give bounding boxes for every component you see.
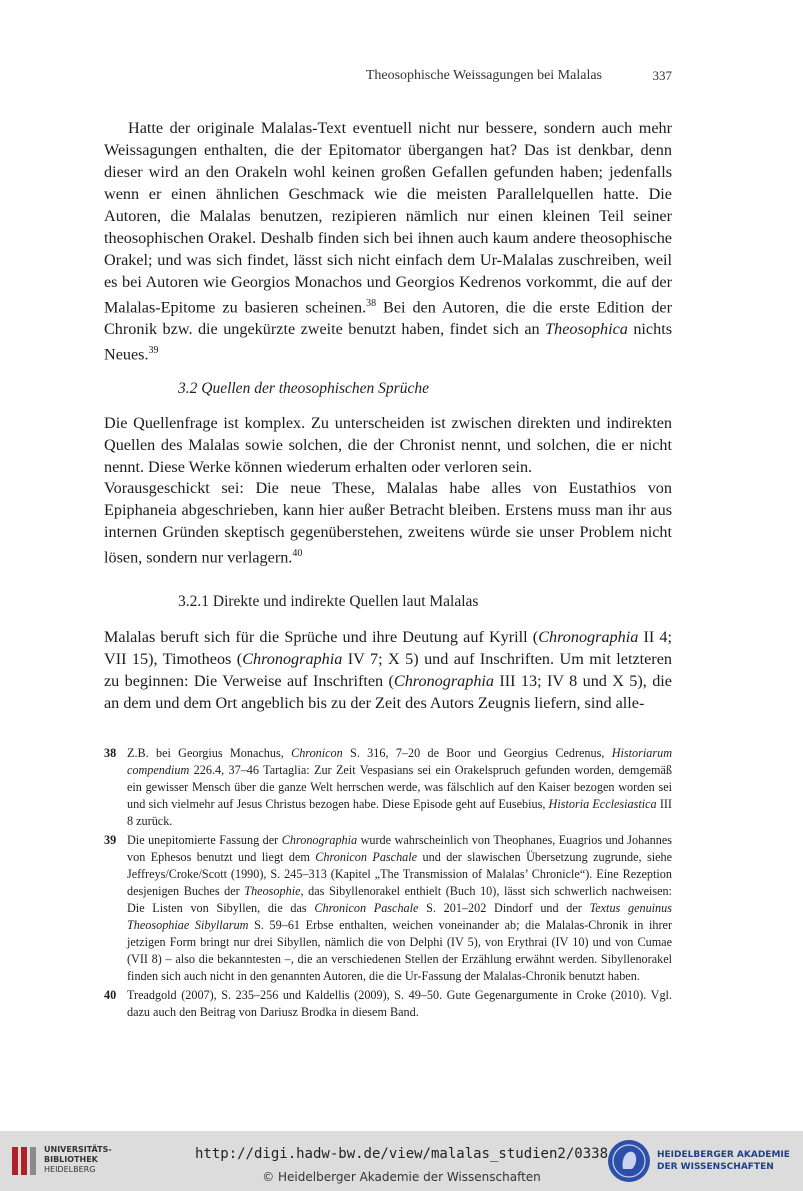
p3-text: Vorausgeschickt sei: Die neue These, Malalas habe alles von Eustathios von Epiphaneia abgeschrieben, kann hier außer Betracht bleiben. Erstens muss man ihr aus internen Gründen skeptisch gegenüberstehen, zweitens würde sie unser Problem nicht lösen, sondern nur verlagern. [104,479,672,567]
p4-text-c: IV 7; X 5) und auf Inschriften. Um mit letzteren zu beginnen: Die Verweise auf Inschriften ( [104,650,672,690]
library-name-2: BIBLIOTHEK [44,1155,98,1164]
p1-text-b: Bei den Autoren, die die erste Edition der Chronik bzw. die ungekürzte zweite benutzt haben, findet sich an [104,298,672,339]
footnotes [104,745,672,1023]
paragraph-sources: Die Quellenfrage ist komplex. Zu unterscheiden ist zwischen direkten und indirekten Quellen des Malalas sowie solchen, die der Chronist nennt, und solchen, die er nicht nennt. Diese Werke können wiederum erhalten oder verloren sein. [104,414,672,476]
footnote-39 [104,832,672,985]
fn39-italic-3: Theosophie [244,884,301,898]
running-header [104,68,672,90]
permalink-url[interactable]: http://digi.hadw-bw.de/view/malalas_studien2/0338 [194,1146,608,1162]
section-heading-3-2: 3.2 Quellen der theosophischen Sprüche [178,380,429,397]
footnote-number: 38 [104,746,117,760]
p4-text-b: II 4; VII 15), Timotheos ( [104,628,672,668]
fn38-italic-3: Historia Ecclesiastica [548,797,657,811]
section-heading-3-2-1: 3.2.1 Direkte und indirekte Quellen laut Malalas [178,593,479,610]
p4-text-a: Malalas beruft sich für die Sprüche und ihre Deutung auf Kyrill ( [104,628,539,646]
footnote-ref-40[interactable]: 40 [292,548,303,559]
footnote-ref-38[interactable]: 38 [366,298,377,309]
fn39-italic-4: Chronicon Paschale [314,901,419,915]
p4-text-d: III 13; IV 8 und X 5), die an dem und dem Ort angeblich bis zu der Zeit des Autors Zeugnis liefern, sind alle- [104,672,672,712]
footnote-38 [104,745,672,830]
footnote-number: 40 [104,988,117,1002]
academy-seal-icon [607,1139,651,1183]
fn39-italic-2: Chronicon Paschale [315,850,418,864]
academy-logo[interactable] [607,1137,793,1185]
fn39-text-a: Die unepitomierte Fassung der [127,833,282,847]
fn39-text-d: , das Sibyllenorakel enthielt (Buch 10), lässt sich schwerlich nachweisen: Die Listen von Sibyllen, die das [127,884,673,915]
footnote-ref-39[interactable]: 39 [148,345,159,357]
paragraph-preface [104,477,672,568]
footnote-40 [104,987,672,1021]
fn39-italic-1: Chronographia [281,833,358,847]
p1-italic: Theosophica [545,320,628,339]
fn39-italic-5: Textus genuinus Theosophiae Sibyllarum [127,901,672,932]
fn38-text-a: Z.B. bei Georgius Monachus, [127,746,292,760]
paragraph-malalas-sources [104,626,672,714]
paragraph-intro [104,117,672,366]
fn38-italic-2: Historiarum compendium [127,746,672,777]
running-title: Theosophische Weissagungen bei Malalas [365,68,602,83]
fn38-italic-1: Chronicon [291,746,343,760]
fn40-text: Treadgold (2007), S. 235–256 und Kaldellis (2009), S. 49–50. Gute Gegenargumente in Croke (2010). Vgl. dazu auch den Beitrag von Dariusz Brodka in diesem Band. [127,988,672,1019]
fn38-text-c: 226.4, 37–46 Tartaglia: Zur Zeit Vespasians sei ein Orakelspruch gefunden worden, demgemäß ein gewisser Mensch über die ganze Welt herrschen werde, was fälschlich auf den Kaiser bezogen worden sei und sich vielmehr auf Jesus Christus bezogen habe. Diese Episode geht auf Eusebius, [127,763,672,811]
fn39-text-e: S. 201–202 Dindorf und der [418,901,590,915]
fn39-text-c: und der slawischen Übersetzung zugrunde, siehe Jeffreys/Croke/Scott (1990), S. 245–313 (Kapitel „The Transmission of Malalas’ Chronicle“). Eine Rezeption desjenigen Buches der [127,850,672,898]
p4-italic-2: Chronographia [242,650,343,668]
fn38-text-b: S. 316, 7–20 de Boor und Georgius Cedrenus, [342,746,612,760]
fn38-text-d: III 8 zurück. [127,797,672,828]
fn39-text-f: S. 59–61 Erbse enthalten, weichen voneinander ab; die Malalas-Chronik in ihrer jetzigen Form bringt nur drei Sibyllen, nämlich die von Delphi (IV 5), von Erythrai (IV 10) und von Cumae (VII 8) – also die bekanntesten –, die an verschiedenen Stellen der Erzählung erwähnt werden. Sibyllenorakel finden sich auch nicht in den genannten Autoren, die die Ur-Fassung der Malalas-Chronik benutzt haben. [127,918,673,983]
copyright-notice: © Heidelberger Akademie der Wissenschaften [262,1170,541,1184]
viewer-footer [0,1131,803,1191]
page-number: 337 [652,68,672,83]
fn39-text-b: wurde wahrscheinlich von Theophanes, Euagrios und Johannes von Ephesos benutzt und liegt dem [127,833,672,864]
library-name-3: HEIDELBERG [44,1165,96,1174]
library-name-1: UNIVERSITÄTS- [44,1145,112,1154]
footnote-number: 39 [104,833,117,847]
p1-text: Hatte der originale Malalas-Text eventuell nicht nur bessere, sondern auch mehr Weissagungen enthalten, die der Epitomator übergangen hat? Das ist denkbar, denn dieser wird an den Orakeln wohl keinen großen Gefallen gefunden haben; jedenfalls wenn er einen ähnlichen Geschmack wie die meisten Parallelquellen hatte. Die Autoren, die Malalas benutzen, rezipieren nämlich nur einen kleinen Teil seiner theosophischen Orakel. Deshalb finden sich bei ihnen auch kaum andere theosophische Orakel; und was sich findet, lässt sich nicht einfach dem Ur-Malalas zuschreiben, weil es bei Autoren wie Georgios Monachos und Georgios Kedrenos vorkommt, die auf der Malalas-Epitome zu basieren scheinen. [104,119,672,317]
academy-name-2: DER WISSENSCHAFTEN [657,1162,774,1172]
p1-text-c: nichts Neues. [104,320,672,364]
academy-name-1: HEIDELBERGER AKADEMIE [657,1150,790,1160]
p4-italic-3: Chronographia [393,672,495,690]
p4-italic-1: Chronographia [538,628,639,646]
